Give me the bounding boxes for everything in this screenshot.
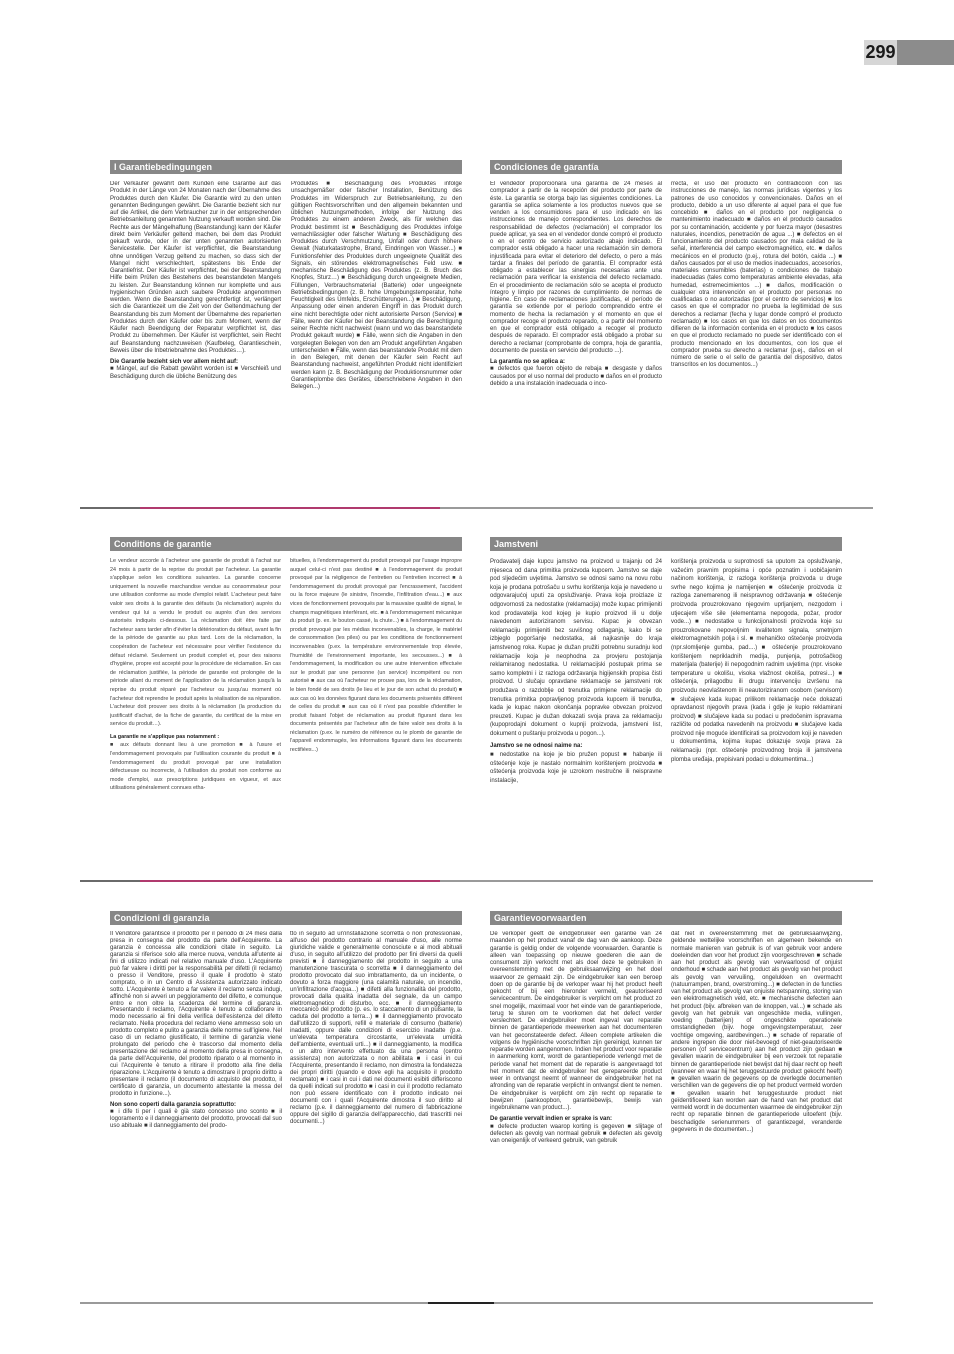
section-hr-right-column: [671, 558, 842, 882]
divider-2: [80, 880, 873, 882]
section-title-nl: Garantievoorwaarden: [490, 911, 842, 925]
section-nl-right-text: dat niet in overeenstemming met de gebruiksaanwijzing, geldende wettelijke voorschriften en algemeen bekende en normale manieren van gebruik is of van gebruik voor andere doeleinden dan voor het product zijn voorgeschreven ■ schade aan het product als gevolg van verwaarloosd of onjuist onderhoud ■ schade aan het product als gevolg van het product als gevolg van vervuiling, ongelukken en overmacht (natuurrampen, brand, overstroming...) ■ defecten in de functies van het product als gevolg van onjuiste netspanning, storing van een elektromagnetisch veld, etc. ■ mechanische defecten aan het product (bijv. afbreken van de knoppen, val...) ■ schade als gevolg van het gebruik van ongeschikte media, vullingen, voeding (batterijen) of ongeschikte operationele omstandigheden (bijv. hoge omgevingstemperatuur, zeer vochtige omgeving, aardbevingen...) ■ schade of reparatie of andere ingrepen die door niet-bevoegd of niet-geautoriseerde personen (of servicecentrum) aan het product zijn gedaan ■ gevallen waarin de eindgebruiker bij een verzoek tot reparatie binnen de garantieperiode niet bewijst dat hij daar recht op heeft (wanneer en waar hij het teruggestuurde product gekocht heeft) ■ gevallen waarin de gegevens op de overlegde documenten verschillen van de gegevens die op het product vermeld worden ■ gevallen waarin het teruggestuurde product niet geïdentificeerd kan worden aan de hand van het product dat vermeld wordt in de documenten waarmee de eindgebruiker zijn recht op reparatie binnen de garantieperiode uitoefent (bijv. beschadigde serienummers of garantiezegel, veranderde gegevens in de documenten...): [671, 931, 842, 1133]
page-number: 299: [864, 40, 897, 65]
section-it-exclusions-heading: Non sono coperti dalla garanzia soprattutto:: [110, 1101, 237, 1108]
section-de-right-text: Produktes ■ Beschädigung des Produktes infolge unsachgemäßer oder falscher Installation, Benützung des Produktes im Widerspruch zur Betriebsanleitung, zu den gültigen Rechtsvorschriften und den allgemein bekannten und üblichen Nutzungsmethoden, infolge der Nutzung des Produktes zu einem anderen Zweck, als für welchen das Produkt bestimmt ist ■ Beschädigung des Produktes infolge vernachlässigter oder falscher Wartung ■ Beschädigung des Produktes durch Verschmutzung, Unfall oder durch höhere Gewalt (Naturkatastrophe, Brand, Eindringen von Wasser...) ■ Funktionsfehler des Produktes durch ungeeignete Qualität des Signals, ein störendes elektromagnetisches Feld usw. ■ mechanische Beschädigung des Produktes (z. B. Bruch des Knopfes, Sturz…) ■ Beschädigung durch ungeeignete Medien, Füllungen, Verbrauchsmaterial (Batterie) oder ungeeignete Betriebsbedingungen (z. B. hohe Umgebungstemperatur, hohe Feuchtigkeit des Umfelds, Erschütterungen...) ■ Beschädigung, Anpassung oder einen anderen Eingriff in das Produkt durch eine nicht berechtigte oder nicht autorisierte Person (Service) ■ Fälle, wenn der Käufer bei der Beanstandung die Berechtigung seiner Rechte nicht nachweist (wann und wo das beanstandete Produkt gekauft wurde) ■ Fälle, wenn sich die Angaben in den vorgelegten Belegen von den am Produkt angeführten Angaben unterscheiden ■ Fälle, wenn das beanstandete Produkt mit dem in den Belegen, mit denen der Käufer sein Recht auf Beanstandung nachweist, angeführten Produkt nicht identifiziert werden kann (z. B. Beschädigung der Produktionsnummer oder Garantieplombe des Gerätes, überschriebene Angaben in den Belegen...): [291, 181, 462, 390]
section-fr-left-text: Le vendeur accorde à l'acheteur une garantie de produit à l'achat sur 24 mois à partir de la reprise du produit par l'acheteur. La garantie s'applique selon les conditions suivantes. La garantie concerne uniquement la nouvelle marchandise vendue au consommateur pour une utilisation conforme au mode d'emploi relatif. L'acheteur peut faire valoir ses droits à la garantie des défauts (la réclamation) auprès du vendeur qui lui a vendu le produit ou auprès d'un des services autorisés indiqués ci-dessous. La réclamation doit être faite par l'acheteur sans tarder afin d'éviter la détérioration du défaut, avant la fin de la période de garantie au plus tard. Lors de la réclamation, la coopération de l'acheteur est nécessaire pour vérifier l'existence du défaut réclamé. Seulement un produit complet et, pour des raisons d'hygiène, propre est accepté pour la procédure de réclamation. En cas de réclamation justifiée, la période de garantie est prolongée de la période allant du moment de l'application de la réclamation jusqu'à la reprise du produit réparé par l'acheteur ou jusqu'au moment où l'acheteur doit reprendre le produit après la réalisation de sa réparation. L'acheteur doit prouver ses droits à la réclamation (la production du justificatif d'achat, de la fiche de garantie, du certificat de la mise en service du produit…).: [110, 558, 281, 728]
section-de-left-tail: ■ Mängel, auf die Rabatt gewährt worden ist ■ Verschleiß und Beschädigung durch die übliche Benützung des: [110, 366, 281, 380]
section-nl-right-column: [671, 931, 842, 1227]
section-it-left-tail: ■ i dife ti per i quali è già stato concesso uno sconto ■ il logoramento e il danneggiamento del prodotto, provocati dal suo uso abituale ■ il danneggiamento del prodo-: [110, 1108, 282, 1129]
section-fr-exclusions-heading: La garantie ne s'applique pas notamment :: [110, 733, 220, 740]
section-nl-left-tail: ■ defecte producten waarop korting is gegeven ■ slijtage of defecten als gevolg van normaal gebruik ■ defecten als gevolg van oneigenlijk of verkeerd gebruik, van gebruik: [490, 1123, 662, 1144]
divider-1: [80, 507, 873, 509]
page-number-bar: [897, 40, 954, 65]
section-fr-left-tail: ■ aux défauts donnant lieu à une promotion ■ à l'usure et l'endommagement provoqués par l'utilisation courante du produit ■ à l'endommagement du produit provoqué par une installation défectueuse ou incorrecte, à l'utilisation du produit non conforme au mode d'emploi, aux prescriptions juridiques en vigueur, et aux utilisations généralement connues etha-: [110, 742, 281, 792]
section-nl-left-text: De verkoper geeft de eindgebruiker een garantie van 24 maanden op het product vanaf de dag van de aankoop. Deze garantie is geldig onder de volgende voorwaarden. Garantie is alleen van toepassing op nieuwe goederen die aan de consument zijn verkocht met als doel deze te gebruiken in overeenstemming met de gebruiksaanwijzing en het doel waarvoor ze gemaakt zijn. De eindgebruiker kan een beroep doen op de garantie bij de verkoper waar hij het product heeft gekocht of bij een hieronder vermeld, geautoriseerd servicecentrum. De eindgebruiker is verplicht om het product zo snel mogelijk, maximaal voor het einde van de garantieperiode, terug te sturen om te voorkomen dat het defect verder verslechtert. De eindgebruiker moet ingeval van reparatie binnen de garantieperiode meewerken aan het documenteren van het geconstateerde defect. Alleen complete artikelen die volgens de hygiënische voorschriften zijn gereinigd, kunnen ter reparatie worden aangenomen. Indien het product voor reparatie in aanmerking komt, wordt de garantieperiode verlengd met de periode vanaf het moment dat de reparatie is aangevraagd tot het moment dat de eindgebruiker het gerepareerde product weer in ontvangst neemt of wanneer de eindgebruiker het na afronding van de reparatie verplicht in ontvangst dient te nemen. De eindgebruiker is verplicht om zijn recht op reparatie te bewijzen (aankoopbon, garantiebewijs, bewijs van ingebruikname van product...).: [490, 931, 662, 1111]
section-it-right-text: tto in seguito ad un'installazione scorretta o non professionale, all'uso del prodotto contrario al manuale d'uso, alle norme giuridiche valide e generalmente conosciute e ai modi abituali d'uso, in seguito all'utilizzo del prodotto per fini diversi da quelli previsti ■ il danneggiamento del prodotto in seguito a una manutenzione trascurata o scorretta ■ il danneggiamento del prodotto provocato dal suo imbrattamento, da un incidente, o dovuto a forza maggiore (una calamità naturale, un incendio, un'infiltrazione d'acqua...) ■ difetti alla funzionalità del prodotto, provocati dalla qualità inadatta del segnale, da un campo elettromagnetico di disturbo, ecc. ■ il danneggiamento meccanico del prodotto (p. es. lo staccamento di un pulsante, la caduta del prodotto a terra...) ■ il danneggiamento provocato dall'utilizzo di supporti, refill e materiale di consumo (batterie) inadatti, oppure dalle condizioni di esercizio inadatte (p.e. un'elevata temperatura circostante, un'elevata umidità dell'ambiente, eventuali urti...) ■ il danneggiamento, la modifica o un altro intervento effettuato da una persona (centro assistenza) non autorizzata o non abilitata ■ i casi in cui l'Acquirente, presentando il reclamo, non dimostra la fondatezza dei propri diritti (quando e dove egli ha acquisito il prodotto reclamato) ■ i casi in cui i dati nei documenti esibiti differiscono da quelli indicati sul prodotto ■ i casi in cui il prodotto reclamato non può essere identificato con il prodotto indicato nei documenti con i quali l'Acquirente dimostra il suo diritto al reclamo (p.e. il danneggiamento del numero di fabbricazione oppure del sigillo di garanzia dell'apparecchio, dati trascritti nei documenti...): [290, 931, 462, 1125]
section-es-right-column: [671, 181, 842, 477]
section-es-left-tail: ■ defectos que fueron objeto de rebaja ■ desgaste y daños causados por el uso normal del producto ■ daños en el producto debido a una instalación inadecuada o inco-: [490, 366, 662, 387]
section-fr-right-column: [290, 557, 462, 881]
section-title-es: Condiciones de garantía: [490, 160, 842, 174]
section-es-exclusions-heading: La garantía no se aplica a:: [490, 359, 566, 365]
section-it-right-column: [290, 931, 462, 1227]
section-es-left-column: [490, 181, 662, 477]
section-hr-left-tail: ■ nedostatke na koje je bio pružen popust ■ habanje ili oštećenje koje je nastalo normalnim korištenjem proizvoda ■ oštećenja proizvoda koje je uzrokom nestručne ili neispravne instalacije,: [490, 752, 662, 784]
section-fr-left-column: [110, 557, 281, 881]
section-title-fr: Conditions de garantie: [110, 537, 462, 551]
section-hr-right-text: korištenja proizvoda u suprotnosti sa uputom za opsluživanje, važećim pravnim propisima i opće poznatim i uobičajenim načinom korištenja, iz razloga korištenja proizvoda u druge svrhe nego kojima je namijenjen ■ oštećenje proizvoda iz razloga zanemarenog ili neispravnog održavanja ■ oštećenje proizvoda prouzrokovano njegovim uprljanjem, nezgodom i utjecajem više sile (elementarna nepogoda, požar, prodor vode...) ■ nedostatke u funkcijonalnosti proizvoda koje su prouzrokovane nepovoljnim kvalitetom signala, smetnjom elektromagnetskih polja i sl. ■ mehaničko oštećenje proizvoda (npr.slomljenje gumba, pad....) ■ oštećenje prouzrokovano korištenjem neprikladnih medija, punjenja, potrošačkog materijala (baterije) ili nepogodnim radnim uvjetima (npr. visoke temperature u okolišu, visoka vlažnost okoliša, potresi...) ■ oštećenja, prilagodbu ili drugu intervenciju izvršenu na proizvodu neovlaštenom ili neautoriziranom osobom (servisom) ■ slučajeve kada kupac prilikom reklamacije neće dokazati opravdanost njegovih prava (kada i gdje je kupio reklamirani proizvod) ■ slučajeve kada su podaci u predočenim ispravama različite od podatka navedenih na proizvodu ■ slučajeve kada proizvod nije moguće identificirati sa proizvodom koji je naveden u dokumentima, kojima kupac dokazuje svoja prava za reklamaciju (npr. oštećenje proizvodnog broja ili jamstvena plomba uređaja, prepisivani podaci u dokumentima...): [671, 559, 842, 763]
section-hr-left-column: [490, 558, 662, 882]
section-nl-left-column: [490, 931, 662, 1227]
section-es-right-text: rrecta, el uso del producto en contradicción con las instrucciones de manejo, las normas jurídicas vigentes y los patrones de uso conocidos y convencionales. Daños en el producto, debido a un uso diferente al aquel para el que fue concebido ■ daños en el producto por negligencia o mantenimiento inadecuado ■ daños en el producto causados por su contaminación, accidente y por fuerza mayor (desastres naturales, incendios, penetración de agua ...) ■ defectos en el funcionamiento del producto causados por mala calidad de la señal, interferencia del campo electromagnético, etc. ■ daños mecánicos en el producto (p.ej., rotura del botón, caída ...) ■ daños causados por el uso de medios inadecuados, accesorios, materiales consumibles (baterías) o condiciones de trabajo inadecuadas (tales como temperaturas ambiente elevadas, alta humedad, estremecimientos ...) ■ daños, modificación o cualquier otra intervención en el producto por personas no cualificadas o no autorizadas (por el centro de servicios) ■ los casos en que el comprador no prueba la legitimidad de sus derechos a reclamar (fecha y lugar donde compró el producto reclamado) ■ los casos en que los datos en los documentos difieren de la información contenida en el producto ■ los casos en que el producto reclamado no puede ser identificado con el producto mencionado en los documentos, con los que el comprador prueba su derecho a reclamar (p.ej., daños en el número de serie o el sello de garantía del dispositivo, datos transcritos en los documentos...): [671, 181, 842, 369]
divider-3: [80, 1302, 873, 1304]
section-title-it: Condizioni di garanzia: [110, 911, 462, 925]
section-de-left-text: Der Verkäufer gewährt dem Kunden eine Garantie auf das Produkt in der Länge von 24 Monaten nach der Übernahme des Produktes durch den Käufer. Die Garantie wird zu den unten genannten Bedingungen gewährt. Die Garantie bezieht sich nur auf die Artikel, die dem Verbraucher zur in der entsprechenden Betriebsanleitung genannten Nutzung verkauft worden sind. Die Rechte aus der Mängelhaftung (Beanstandung) kann der Käufer direkt beim Verkäufer geltend machen, bei dem das Produkt gekauft wurde, oder in der unten genannten autorisierten Servicestelle. Der Käufer ist verpflichtet, die Beanstandung ohne unnötigen Verzug geltend zu machen, so dass sich der Mangel nicht verschlechtert, spätestens bis Ende der Garantiefrist. Der Käufer ist verpflichtet, bei der Beanstandung Hilfe beim Prüfen des Bestehens des beanstandeten Mangels zu leisten. Zur Beanstandung können nur komplette und aus hygienischen Gründen auch saubere Produkte angenommen werden. Wenn die Beanstandung gerechtfertigt ist, verlängert sich die Garantiezeit um die Zeit von der Geltendmachung der Beanstandung bis zum Moment der Übernahme des reparierten Produktes durch den Käufer oder bis zum Moment, wenn der Käufer nach Beendigung der Reparatur verpflichtet ist, das Produkt zu übernehmen. Der Käufer ist verpflichtet, sein Recht auf Beanstandung nachzuweisen (Kaufbeleg, Garantieschein, Beweis über die Inbetriebnahme des Produktes…).: [110, 181, 281, 354]
section-nl-exclusions-heading: De garantie vervalt indien er sprake is van:: [490, 1116, 613, 1123]
section-de-left-column: [110, 181, 281, 477]
section-it-left-text: Il Venditore garantisce il prodotto per il periodo di 24 mesi dalla presa in consegna del prodotto da parte dell'Acquirente. La garanzia è concessa alle condizioni citate in seguito. La garanzia si riferisce solo alla merce nuova, venduta all'utente ai fini di utilizzo indicati nel relativo manuale d'uso. L'Acquirente può far valere i diritti per la responsabilità per difetti (il reclamo) o presso il Venditore, presso il quale il prodotto è stato comprato, o in un Centro di Assistenza autorizzato indicato sotto. L'Acquirente è tenuto a far valere il reclamo senza indugi, affinché non si avveri un peggioramento del difetto, e comunque entro e non oltre la scadenza del termine di garanzia. Presentando il reclamo, l'Acquirente è tenuto a collaborare in modo necessario ai fini della verifica dell'esistenza del difetto reclamato. Nella procedura del reclamo viene ammesso solo un prodotto completo e pulito a garanzia delle norme sull'igiene. Nel caso di un reclamo giustificato, il termine di garanzia viene prolungato del periodo che è trascorso dal momento della presentazione del reclamo al momento della presa in consegna, da parte dell'Acquirente, del prodotto riparato o al momento in cui l'Acquirente è tenuto a ritirare il prodotto alla fine della riparazione. L'Acquirente è tenuto a dimostrare il proprio diritto a presentare il reclamo (il documento di acquisto del prodotto, il certificato di garanzia, un documento attestante la messa del prodotto in funzione...).: [110, 931, 282, 1097]
section-title-de: I Garantiebedingungen: [110, 160, 462, 174]
section-de-exclusions-heading: Die Garantie bezieht sich vor allem nicht auf:: [110, 359, 239, 365]
section-fr-right-text: bituelles, à l'endommagement du produit provoqué par l'usage impropre auquel celui-ci n'est pas destiné ■ à l'endommagement du produit provoqué par la négligence de l'entretien ou l'entretien incorrect ■ à l'endommagement du produit provoqué par l'encrassement, l'accident ou la force majeure (le sinistre, l'incendie, l'infiltration d'eau...) ■ aux vices de fonctionnement provoqués par la mauvaise qualité de signal, le champs magnétiques interférant, etc. ■ à l'endommagement mécanique du produit (p. ex. le bouton cassé, la chute...) ■ à l'endommagement du produit provoqué par les médias inconvenables, la charge, le matériel de consommation (les piles) ou par les conditions de fonctionnement inconvenables (p.ex. la température environnementale trop élevée, l'humidité de l'environnement importante, les secousses...) ■ à l'endommagement, la modification ou une autre intervention effectuée sur le produit par une personne (un service) incompétent ou non autorisé ■ aux cas où l'acheteur ne prouve pas, lors de la réclamation, le bien fondé de ses droits (le lieu et le jour de son achat du produit) ■ aux cas où les données figurant dans les documents présentés diffèrent de celles du produit ■ aux cas où il n'est pas possible d'identifier le produit faisant l'objet de réclamation au produit figurant dans les documents présentés par l'acheteur afin de faire valoir ses droits à la réclamation (p.ex. le numéro de référence ou le plomb de garantie de l'appareil endommagés, les informations figurant dans les documents rectifiées...): [290, 558, 462, 754]
section-title-hr: Jamstveni: [490, 537, 842, 551]
section-de-right-column: [291, 181, 462, 477]
section-it-left-column: [110, 931, 282, 1227]
section-hr-left-text: Prodavatelj daje kupcu jamstvo na proizvod u trajanju od 24 mjeseca od dana primitka proizvoda kupcem. Jamstvo se daje pod sljedećim uvjetima. Jamstvo se odnosi samo na novu robu koja je prodana potrošaču u svrhu korištenja koja je navedeno u odgovarajućoj uputi za opsluživanje. Prava koja proizlaze iz odgovornosti za nedostatke (reklamacija) može kupac primijeniti kod prodavatelja kod kojeg je kupio proizvod ili u dolje navedenom autoriziranom servisu. Kupac je obvezan reklamaciju primijeniti bez suvišnog odlaganja, kako bi se izbjeglo pogoršanje nedostatka, ali najkasnije do kraja jamstvenog roka. Kupac je dužan pružiti potrebnu suradnju kod reklamacije koja je neophodna za provjeru postojanja reklamiranog nedostatka. U reklamacijski postupak prima se samo kompletni i iz razloga održavanja higijenskih propisa čisti proizvod. U slučaju opravdane reklamacije se jamstveni rok produžava o razdoblje od trenutka primjene reklamacije do trenutka primitka popravljenog proizvoda kupcem ili trenutka, kada je kupac nakon okončanja popravke obvezan proizvod preuzeti. Kupac je dužan dokazati svoja prava za reklamaciju (kupoprodajni dokument o kupnji proizvoda, jamstveni list, dokument o puštanju proizvoda u pogon...).: [490, 559, 662, 737]
section-es-left-text: El vendedor proporcionará una garantía de 24 meses al comprador a partir de la recepción del producto por parte de éste. La garantía se otorga bajo las siguientes condiciones. La garantía se aplica solamente a los productos nuevos que se venden a los consumidores para el uso indicado en las instrucciones de manejo correspondientes. Los derechos de responsabilidad de defectos (reclamación) el comprador los puede aplicar, ya sea en el vendedor donde compró el producto o en el centro de servicio autorizado abajo indicado. El comprador está obligado a hacer una reclamación sin demora injustificada para evitar el deterioro del defecto, o pero a más tardar a finales del período de garantía. El comprador está obligado a establecer las sinergias necesarias ante una reclamación para verificar la existencia del defecto reclamado. En el procedimiento de reclamación sólo se acepta el producto íntegro y limpio por razones de cumplimiento de normas de higiene. En caso de reclamaciones justificadas, el período de garantía se extiende por el período comprendido entre el momento de hecha la reclamación y el momento en que el comprador recoge el producto reparado, o a partir del momento en que el comprador está obligado a recoger el producto después de reparado. El comprador está obligado a probar su derecho a reclamar (comprobante de compra, hoja de garantía, documento de puesta en servicio del producto ...).: [490, 181, 662, 354]
section-hr-exclusions-heading: Jamstvo se ne odnosi naime na:: [490, 743, 583, 750]
